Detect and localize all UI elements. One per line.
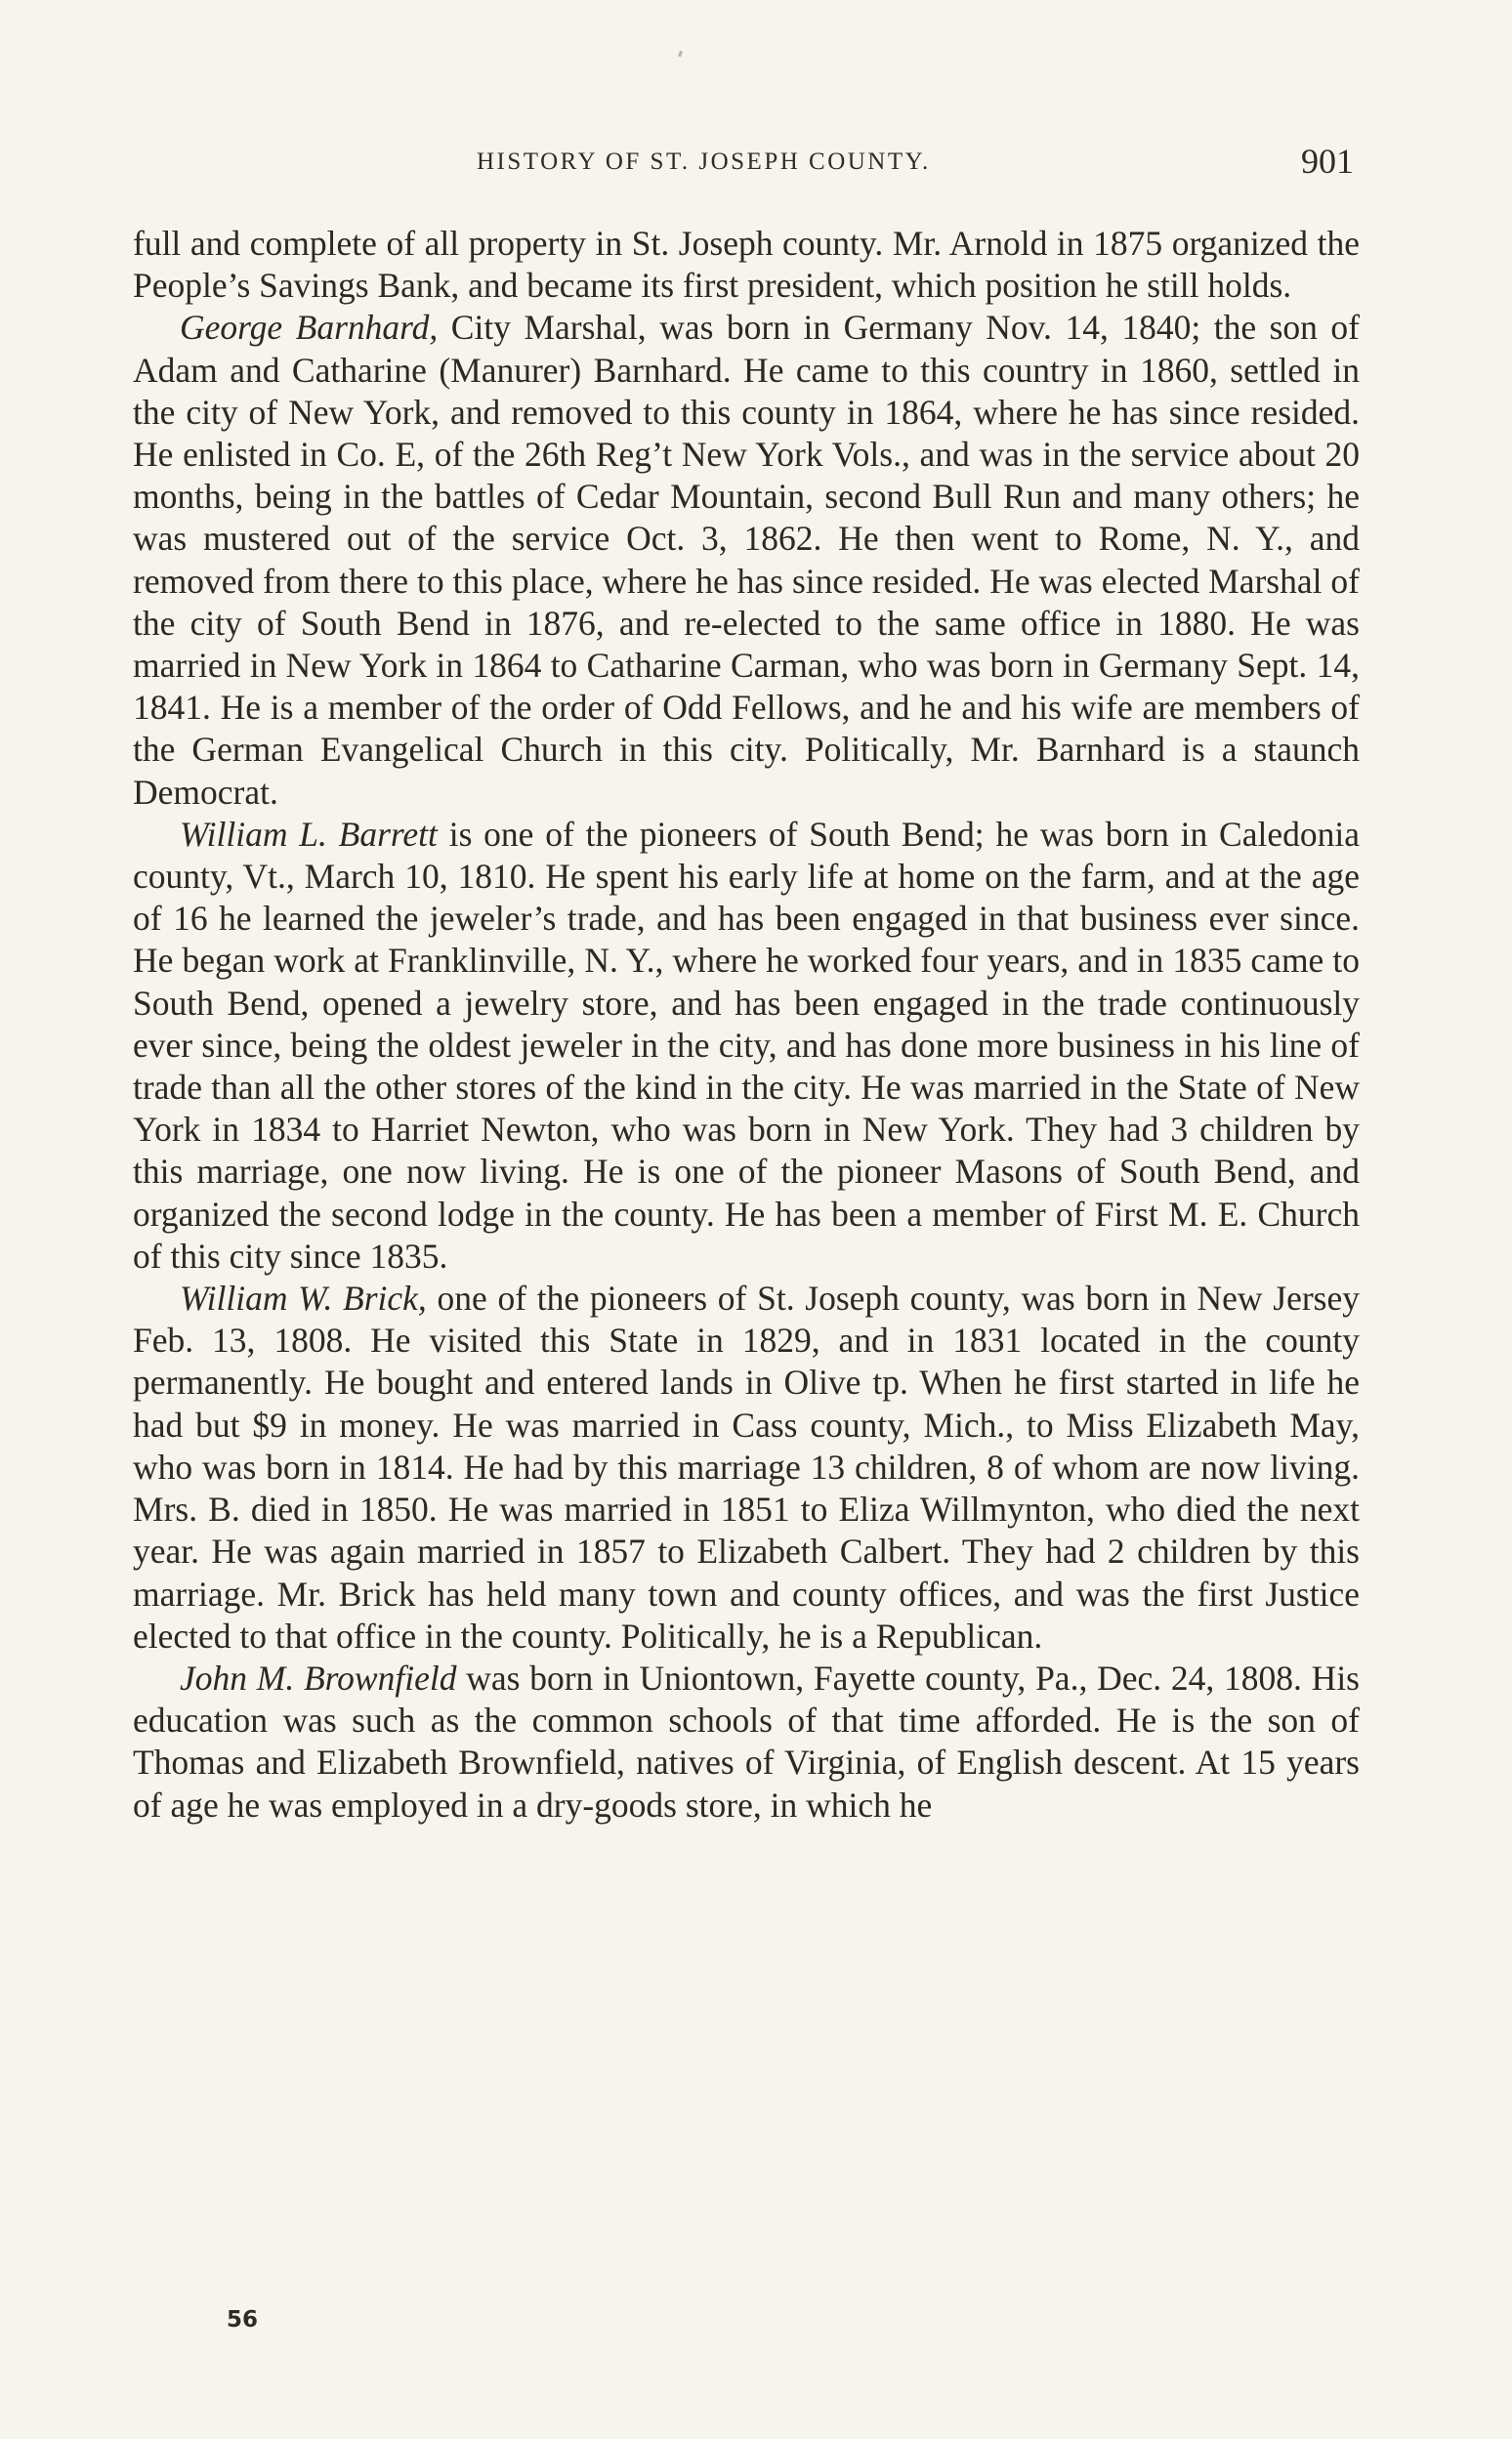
paragraph-george-barnhard [133, 307, 1360, 813]
paragraph-continuation [133, 223, 1360, 307]
person-name: William W. Brick, [180, 1279, 427, 1319]
person-name: George Barnhard, [180, 308, 439, 348]
paragraph-text: was born in Uniontown, Fayette county, Pa., Dec. 24, 1808. His education was such as the common schools of that time afforded. He is the son of Thomas and Elizabeth Brownfield, natives of Virginia, of English descent. At 15 years of age he was employed in a dry-goods store, in which he [133, 1658, 1360, 1825]
paragraph-text: one of the pioneers of St. Joseph county, was born in New Jersey Feb. 13, 1808. He visited this State in 1829, and in 1831 located in the county permanently. He bought and entered lands in Olive tp. When he first started in life he had but $9 in money. He was married in Cass county, Mich., to Miss Elizabeth May, who was born in 1814. He had by this marriage 13 children, 8 of whom are now living. Mrs. B. died in 1850. He was married in 1851 to Eliza Willmynton, who died the next year. He was again married in 1857 to Elizabeth Calbert. They had 2 children by this marriage. Mr. Brick has held many town and county offices, and was the first Justice elected to that office in the county. Politically, he is a Republican. [133, 1279, 1360, 1656]
person-name: John M. Brownfield [180, 1658, 457, 1698]
page-number: 901 [1301, 142, 1354, 181]
paper-speck [678, 51, 683, 58]
running-head: HISTORY OF ST. JOSEPH COUNTY. [477, 148, 931, 175]
paragraph-text: City Marshal, was born in Germany Nov. 14, 1840; the son of Adam and Catharine (Manurer) Barnhard. He came to this country in 1860, settled in the city of New York, and removed to this county in 1864, where he has since resided. He enlisted in Co. E, of the 26th Reg’t New York Vols., and was in the service about 20 months, being in the battles of Cedar Mountain, second Bull Run and many others; he was mustered out of the service Oct. 3, 1862. He then went to Rome, N. Y., and removed from there to this place, where he has since resided. He was elected Marshal of the city of South Bend in 1876, and re-elected to the same office in 1880. He was married in New York in 1864 to Catharine Carman, who was born in Germany Sept. 14, 1841. He is a member of the order of Odd Fellows, and he and his wife are members of the German Evangelical Church in this city. Politically, Mr. Barnhard is a staunch Democrat. [133, 308, 1360, 812]
person-name: William L. Barrett [180, 814, 438, 854]
paragraph-john-brownfield [133, 1658, 1360, 1827]
paragraph-william-barrett [133, 814, 1360, 1278]
signature-mark: 56 [227, 2307, 259, 2333]
paragraph-william-brick [133, 1278, 1360, 1658]
body-text [133, 223, 1360, 1827]
paragraph-text: full and complete of all property in St. Joseph county. Mr. Arnold in 1875 organized the People’s Savings Bank, and became its first president, which position he still holds. [133, 224, 1360, 306]
paragraph-text: is one of the pioneers of South Bend; he was born in Caledonia county, Vt., March 10, 1810. He spent his early life at home on the farm, and at the age of 16 he learned the jeweler’s trade, and has been engaged in that business ever since. He began work at Franklinville, N. Y., where he worked four years, and in 1835 came to South Bend, opened a jewelry store, and has been engaged in the trade continuously ever since, being the oldest jeweler in the city, and has done more business in his line of trade than all the other stores of the kind in the city. He was married in the State of New York in 1834 to Harriet Newton, who was born in New York. They had 3 children by this marriage, one now living. He is one of the pioneer Masons of South Bend, and organized the second lodge in the county. He has been a member of First M. E. Church of this city since 1835. [133, 814, 1360, 1276]
